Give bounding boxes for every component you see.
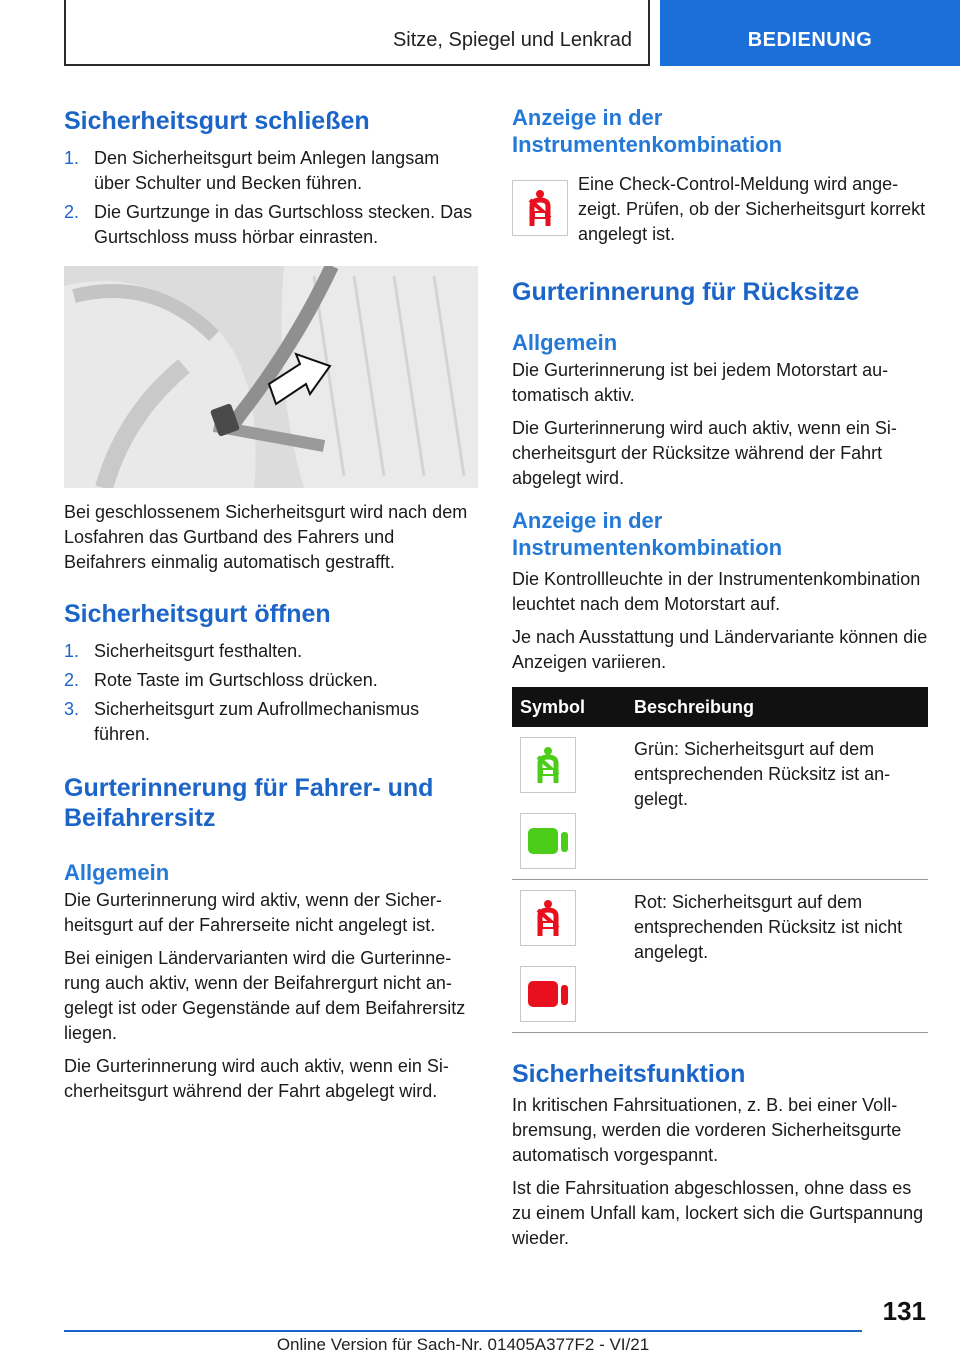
- symbol-cell: [512, 880, 626, 1033]
- step-number: 2.: [64, 670, 80, 690]
- step-text: Sicherheitsgurt festhalten.: [94, 641, 303, 661]
- rear-seat-red-icon: [520, 966, 576, 1022]
- heading-reminder-rear: Gurterinnerung für Rücksitze: [512, 278, 860, 306]
- paragraph-after-close: Bei geschlossenem Sicherheitsgurt wird nach dem Losfahren das Gurtband des Fahrers und Beifahrers einmalig automatisch gestrafft.: [64, 502, 468, 572]
- step-text: Den Sicherheitsgurt beim Anlegen langsam über Schulter und Becken führen.: [94, 148, 440, 193]
- footer-version-text: Online Version für Sach-Nr. 01405A377F2 - VI/21: [276, 1335, 650, 1354]
- list-item: [64, 146, 478, 196]
- page-number: 131: [882, 1296, 926, 1326]
- table-row: [512, 880, 928, 1033]
- paragraph-general-1: Die Gurterinnerung wird aktiv, wenn der Sicherheitsgurt auf der Fahrerseite nicht angelegt ist.: [64, 890, 442, 935]
- seatbelt-photo: [64, 266, 478, 488]
- header-chapter-tab: [660, 0, 960, 66]
- paragraph-rear-2: Die Gurterinnerung wird auch aktiv, wenn ein Sicherheitsgurt der Rücksitze während der Fahrt abgelegt wird.: [512, 418, 897, 488]
- paragraph-general-3: Die Gurterinnerung wird auch aktiv, wenn ein Sicherheitsgurt während der Fahrt abgelegt wird.: [64, 1056, 449, 1101]
- heading-close-belt: Sicherheitsgurt schließen: [64, 107, 370, 135]
- header-section-tab: [64, 0, 650, 66]
- paragraph-safety-2: Ist die Fahrsituation abgeschlossen, ohne dass es zu einem Unfall kam, lockert sich die Gurtspannung wieder.: [512, 1178, 924, 1248]
- list-item: [64, 200, 478, 250]
- heading-display-rear: Anzeige in der Instrumentenkombination: [512, 508, 783, 560]
- seatbelt-warning-red-icon: [512, 180, 568, 236]
- column-header-symbol: Symbol: [512, 687, 626, 727]
- heading-open-belt: Sicherheitsgurt öffnen: [64, 600, 331, 628]
- paragraph-display-1: Die Kontrollleuchte in der Instrumentenkombination leuchtet nach dem Motorstart auf.: [512, 569, 921, 614]
- description-cell: Rot: Sicherheitsgurt auf dem entsprechenden Rücksitz ist nicht angelegt.: [626, 880, 928, 1033]
- chapter-title: BEDIENUNG: [747, 29, 873, 51]
- seatbelt-illustration: [64, 266, 478, 488]
- step-text: Rote Taste im Gurtschloss drücken.: [94, 670, 378, 690]
- heading-reminder-front: Gurterinnerung für Fahrer- und Beifahrersitz: [64, 774, 434, 832]
- paragraph-safety-1: In kritischen Fahrsituationen, z. B. bei einer Vollbremsung, werden die vorderen Sicherheitsgurte automatisch vorgespannt.: [512, 1095, 902, 1165]
- close-steps: [64, 146, 478, 250]
- section-title: Sitze, Spiegel und Lenkrad: [392, 29, 632, 51]
- rear-seat-green-icon: [520, 813, 576, 869]
- step-number: 1.: [64, 148, 80, 168]
- step-text: Die Gurtzunge in das Gurtschloss stecken. Das Gurtschloss muss hörbar einrasten.: [94, 202, 473, 247]
- heading-display-front: Anzeige in der Instrumentenkombination: [512, 105, 783, 157]
- list-item: [64, 697, 478, 747]
- seatbelt-red-icon: [520, 890, 576, 946]
- heading-safety-function: Sicherheitsfunktion: [512, 1060, 746, 1088]
- paragraph-general-2: Bei einigen Ländervarianten wird die Gurterinnerung auch aktiv, wenn der Beifahrergurt nicht angelegt ist oder Gegenstände auf dem Beifahrersitz liegen.: [64, 948, 466, 1043]
- column-header-description: Beschreibung: [626, 687, 928, 727]
- symbol-cell: [512, 727, 626, 880]
- symbol-table: [512, 687, 928, 1033]
- list-item: [64, 668, 478, 693]
- step-number: 3.: [64, 699, 80, 719]
- left-column: [64, 100, 478, 1104]
- table-header-row: [512, 687, 928, 727]
- heading-general-front: Allgemein: [64, 860, 170, 885]
- description-cell: Grün: Sicherheitsgurt auf dem entsprechenden Rücksitz ist angelegt.: [626, 727, 928, 880]
- step-number: 2.: [64, 202, 80, 222]
- footer-divider: [64, 1330, 862, 1332]
- table-row: [512, 727, 928, 880]
- open-steps: [64, 639, 478, 747]
- step-number: 1.: [64, 641, 80, 661]
- heading-general-rear: Allgemein: [512, 330, 618, 355]
- display-note: [512, 172, 928, 247]
- paragraph-display-2: Je nach Ausstattung und Ländervariante können die Anzeigen variieren.: [512, 627, 928, 672]
- seatbelt-green-icon: [520, 737, 576, 793]
- paragraph-rear-1: Die Gurterinnerung ist bei jedem Motorstart automatisch aktiv.: [512, 360, 889, 405]
- list-item: [64, 639, 478, 664]
- step-text: Sicherheitsgurt zum Aufrollmechanismus führen.: [94, 699, 420, 744]
- right-column: [512, 100, 928, 1251]
- display-note-text: Eine Check-Control-Meldung wird angezeigt. Prüfen, ob der Sicherheitsgurt korrekt angelegt ist.: [578, 174, 926, 244]
